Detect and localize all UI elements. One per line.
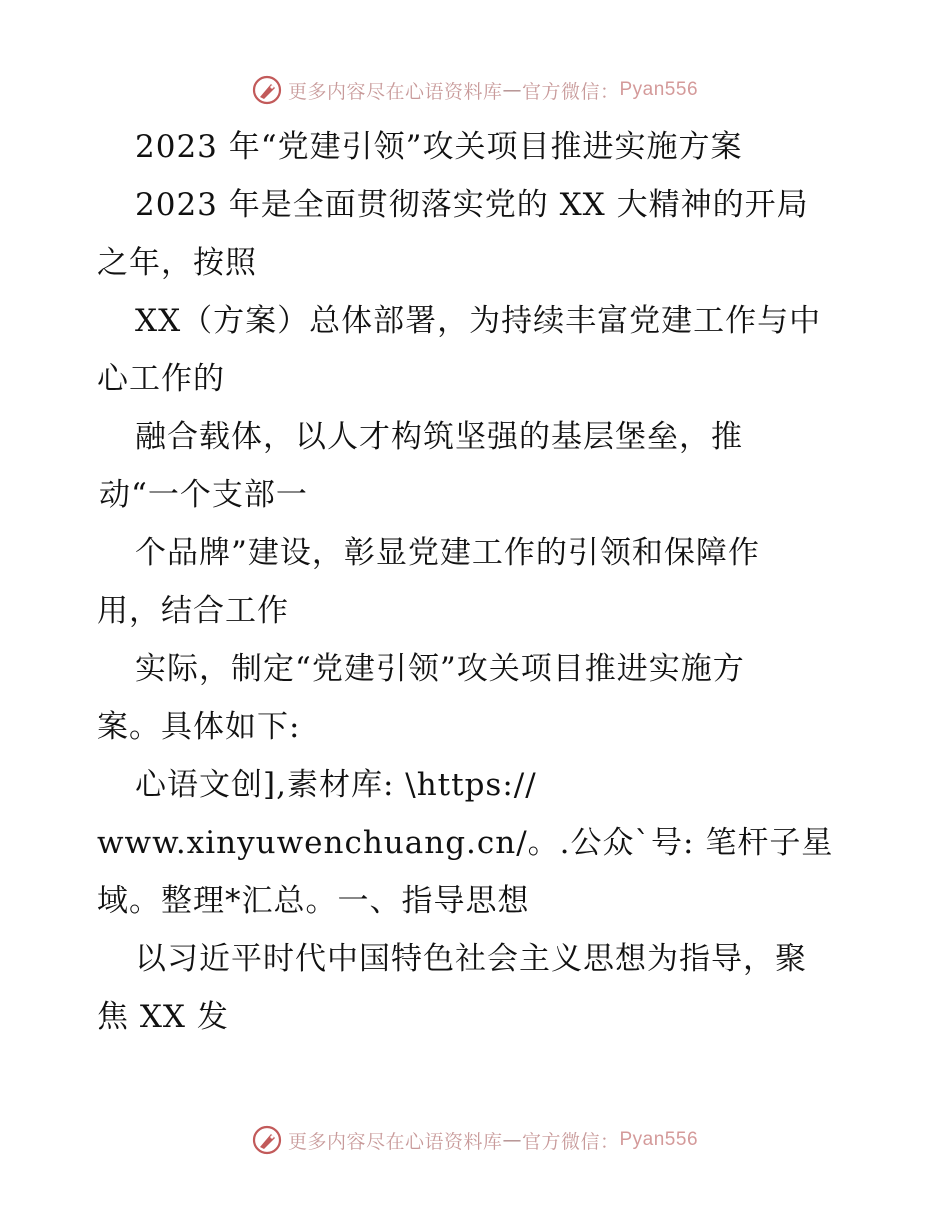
section-heading-line: 域。整理*汇总。一、指导思想 bbox=[97, 883, 530, 919]
watermark-text: 更多内容尽在心语资料库 bbox=[287, 1130, 503, 1153]
header-watermark bbox=[0, 70, 950, 110]
paragraph-line: 用，结合工作 bbox=[97, 593, 289, 629]
document-body bbox=[0, 118, 950, 1046]
paragraph-line: 2023 年是全面贯彻落实党的 XX 大精神的开局 bbox=[135, 187, 809, 223]
watermark-separator: — bbox=[502, 79, 522, 101]
pen-nib-logo-icon bbox=[252, 1125, 282, 1155]
watermark-label: 官方微信： bbox=[521, 80, 620, 103]
pen-nib-logo-icon bbox=[252, 75, 282, 105]
paragraph-line: 动“一个支部一 bbox=[99, 477, 308, 513]
paragraph-line: 案。具体如下: bbox=[97, 709, 301, 745]
paragraph-line: 焦 XX 发 bbox=[97, 999, 229, 1035]
paragraph-line: 个品牌”建设，彰显党建工作的引领和保障作 bbox=[135, 535, 760, 571]
paragraph-line: 之年，按照 bbox=[97, 245, 257, 281]
footer-watermark bbox=[0, 1120, 950, 1160]
watermark-id: Pyan556 bbox=[619, 1129, 699, 1150]
watermark-separator: — bbox=[502, 1129, 522, 1151]
paragraph-line: www.xinyuwenchuang.cn/。.公众`号: 笔杆子星 bbox=[97, 825, 834, 861]
paragraph-line: 以习近平时代中国特色社会主义思想为指导，聚 bbox=[135, 941, 807, 977]
paragraph-line: 心语文创],素材库: \https:// bbox=[135, 767, 537, 803]
paragraph-line: XX（方案）总体部署，为持续丰富党建工作与中 bbox=[135, 303, 822, 339]
document-title: 2023 年“党建引领”攻关项目推进实施方案 bbox=[135, 129, 743, 165]
paragraph-line: 心工作的 bbox=[97, 361, 225, 397]
paragraph-line: 融合载体，以人才构筑坚强的基层堡垒，推 bbox=[135, 419, 743, 455]
watermark-text: 更多内容尽在心语资料库 bbox=[287, 80, 503, 103]
paragraph-line: 实际，制定“党建引领”攻关项目推进实施方 bbox=[135, 651, 745, 687]
watermark-label: 官方微信： bbox=[521, 1130, 620, 1153]
watermark-id: Pyan556 bbox=[619, 79, 699, 100]
